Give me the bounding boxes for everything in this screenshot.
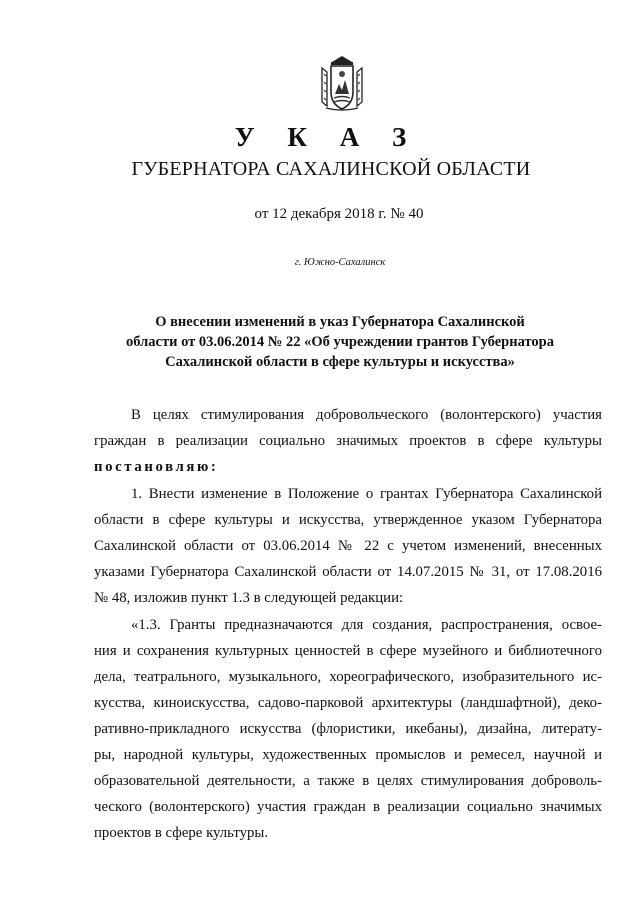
item-1-paragraph xyxy=(94,481,602,611)
text-line: Сахалинской области от 03.06.2014 № 22 с учетом изменений, внесенных xyxy=(94,538,602,554)
document-type-title: У К А З xyxy=(234,122,420,152)
text-line: области в сфере культуры и искусства, утвержденное указом Губернатора xyxy=(94,512,602,528)
quoted-clause-1-3 xyxy=(94,612,602,846)
subject-line: Сахалинской области в сфере культуры и искусства» xyxy=(165,354,515,370)
text-line: указами Губернатора Сахалинской области от 14.07.2015 № 31, от 17.08.2016 xyxy=(94,564,602,580)
sakhalin-coat-of-arms-icon xyxy=(318,54,366,112)
text-line: граждан в реализации социально значимых проектов в сфере культуры xyxy=(94,433,602,449)
issuing-authority: ГУБЕРНАТОРА САХАЛИНСКОЙ ОБЛАСТИ xyxy=(131,158,531,180)
subject-line: О внесении изменений в указ Губернатора Сахалинской xyxy=(155,314,525,330)
subject-line: области от 03.06.2014 № 22 «Об учреждении грантов Губернатора xyxy=(126,334,554,350)
text-line: ры, народной культуры, художественных промыслов и ремесел, научной и xyxy=(94,747,602,763)
issuing-city: г. Южно-Сахалинск xyxy=(294,257,386,268)
text-line: 1. Внести изменение в Положение о грантах Губернатора Сахалинской xyxy=(131,486,602,502)
text-line: ративно-прикладного искусства (флористики, икебаны), дизайна, литерату- xyxy=(94,721,602,737)
text-line: «1.3. Гранты предназначаются для создания, распространения, освое- xyxy=(131,617,602,633)
text-line: кусства, киноискусства, садово-парковой архитектуры (ландшафтной), деко- xyxy=(94,695,602,711)
text-line: образовательной деятельности, а также в целях стимулирования доброволь- xyxy=(94,773,602,789)
decree-subject xyxy=(110,312,570,372)
text-line: ческого (волонтерского) участия граждан в реализации социально значимых xyxy=(94,799,602,815)
preamble-paragraph xyxy=(94,402,602,480)
decree-date-number: от 12 декабря 2018 г. № 40 xyxy=(254,206,424,222)
text-line: дела, театрального, музыкального, хореографического, изобразительного ис- xyxy=(94,669,602,685)
text-line: ния и сохранения культурных ценностей в сфере музейного и библиотечного xyxy=(94,643,602,659)
text-line: проектов в сфере культуры. xyxy=(94,825,269,841)
text-line: № 48, изложив пункт 1.3 в следующей редакции: xyxy=(94,590,404,606)
resolve-word: постановляю: xyxy=(94,459,219,475)
text-line: В целях стимулирования добровольческого (волонтерского) участия xyxy=(131,407,602,423)
